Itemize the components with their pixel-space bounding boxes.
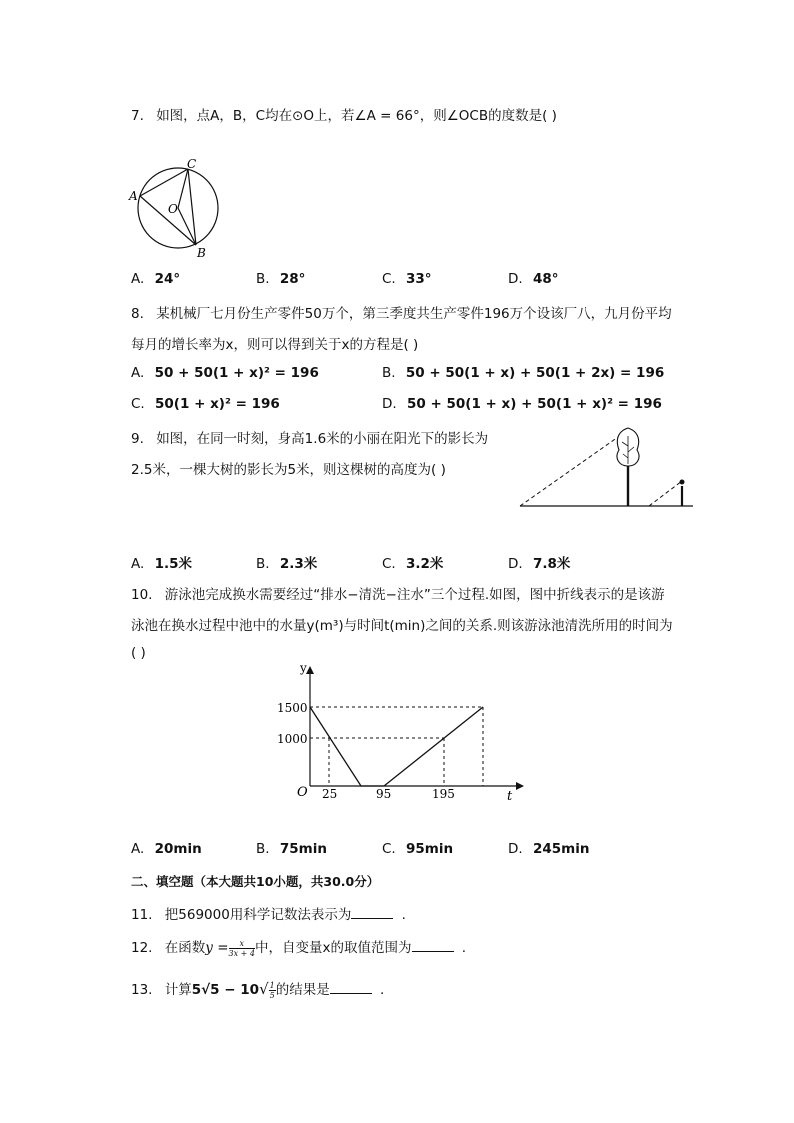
- q10-water-graph: [270, 660, 530, 802]
- q10-option-c[interactable]: C. 95min: [382, 841, 454, 857]
- q8-option-d[interactable]: D. 50 + 50(1 + x) + 50(1 + x)² = 196: [382, 396, 662, 412]
- q12-fraction: $\frac{x}{3x + 4}$: [228, 938, 255, 958]
- q12-answer-blank[interactable]: [412, 939, 454, 952]
- segment-co: [178, 169, 188, 208]
- q12-function-lhs: y =: [205, 940, 229, 956]
- q8-number: 8.: [131, 306, 144, 322]
- sqrt-icon: √: [259, 980, 269, 998]
- q9-option-c[interactable]: C. 3.2米: [382, 556, 444, 572]
- q13-expression: 5√5 − 10: [191, 982, 260, 998]
- tree-sun-ray: [520, 430, 628, 506]
- water-volume-line: [310, 707, 483, 786]
- q10-option-a[interactable]: A. 20min: [131, 841, 202, 857]
- q9-shadow-figure: [515, 420, 695, 512]
- label-a: A: [129, 189, 138, 203]
- label-o: O: [168, 202, 178, 216]
- q9-option-a[interactable]: A. 1.5米: [131, 556, 193, 572]
- q8-option-a[interactable]: A. 50 + 50(1 + x)² = 196: [131, 365, 319, 381]
- q10-stem-line3: ( ): [131, 645, 146, 661]
- x-tick-95: 95: [376, 787, 392, 801]
- x-tick-25: 25: [322, 787, 338, 801]
- q7-option-b[interactable]: B. 28°: [256, 271, 306, 287]
- q8-option-b[interactable]: B. 50 + 50(1 + x) + 50(1 + 2x) = 196: [382, 365, 665, 381]
- q10-option-b[interactable]: B. 75min: [256, 841, 327, 857]
- t-axis-arrow: [516, 782, 524, 790]
- q10-stem-line2: 泳池在换水过程中池中的水量y(m³)与时间t(min)之间的关系.则该游泳池清洗所用的时间为: [131, 618, 673, 634]
- q13-stem: 13. 计算5√5 − 10√ $\frac{1}{5}$ 的结果是 .: [131, 980, 385, 1000]
- q13-fraction: $\frac{1}{5}$: [269, 980, 275, 1000]
- q9-stem-line2: 2.5米，一棵大树的影长为5米，则这棵树的高度为( ): [131, 462, 446, 478]
- q10-number: 10.: [131, 587, 153, 603]
- q12-number: 12.: [131, 940, 153, 956]
- segment-cb: [188, 169, 196, 245]
- section-heading-fill-in: 二、填空题（本大题共10小题，共30.0分）: [131, 874, 380, 889]
- q13-answer-blank[interactable]: [330, 981, 372, 994]
- y-axis-label: y: [300, 661, 307, 675]
- q7-option-d[interactable]: D. 48°: [508, 271, 559, 287]
- q9-stem-line1: 9. 如图，在同一时刻，身高1.6米的小丽在阳光下的影长为: [131, 431, 489, 447]
- q7-option-c[interactable]: C. 33°: [382, 271, 432, 287]
- segment-ob: [178, 208, 196, 245]
- q9-number: 9.: [131, 431, 144, 447]
- y-tick-1500: 1500: [277, 701, 308, 715]
- y-tick-1000: 1000: [277, 732, 308, 746]
- q11-stem: 11. 把569000用科学记数法表示为 .: [131, 907, 406, 923]
- q7-number: 7.: [131, 108, 144, 124]
- q8-option-c[interactable]: C. 50(1 + x)² = 196: [131, 396, 280, 412]
- t-axis-label: t: [507, 789, 513, 802]
- q9-option-d[interactable]: D. 7.8米: [508, 556, 571, 572]
- q7-option-a[interactable]: A. 24°: [131, 271, 181, 287]
- origin-label: O: [297, 785, 308, 800]
- q10-option-d[interactable]: D. 245min: [508, 841, 590, 857]
- person-sun-ray: [649, 481, 682, 506]
- q7-stem: [131, 104, 557, 124]
- q11-number: 11.: [131, 907, 153, 923]
- q8-stem-line1: 8. 某机械厂七月份生产零件50万个，第三季度共生产零件196万个设该厂八，九月份平均: [131, 306, 672, 322]
- q10-stem-line1: 10. 游泳池完成换水需要经过“排水−清洗−注水”三个过程.如图，图中折线表示的是该游: [131, 587, 665, 603]
- q11-answer-blank[interactable]: [351, 906, 393, 919]
- q8-stem-line2: 每月的增长率为x，则可以得到关于x的方程是( ): [131, 337, 419, 353]
- label-c: C: [187, 157, 197, 171]
- q7-circle-figure: [126, 156, 226, 260]
- q13-number: 13.: [131, 982, 153, 998]
- q7-text: 如图，点A，B，C均在⊙O上，若∠A = 66°，则∠OCB的度数是( ): [156, 108, 557, 124]
- x-tick-195: 195: [432, 787, 455, 801]
- label-b: B: [197, 246, 206, 260]
- q9-option-b[interactable]: B. 2.3米: [256, 556, 318, 572]
- person-head: [680, 480, 685, 485]
- y-axis-arrow: [306, 666, 314, 674]
- q12-stem: 12. 在函数y = $\frac{x}{3x + 4}$ 中，自变量x的取值范围为 .: [131, 938, 467, 958]
